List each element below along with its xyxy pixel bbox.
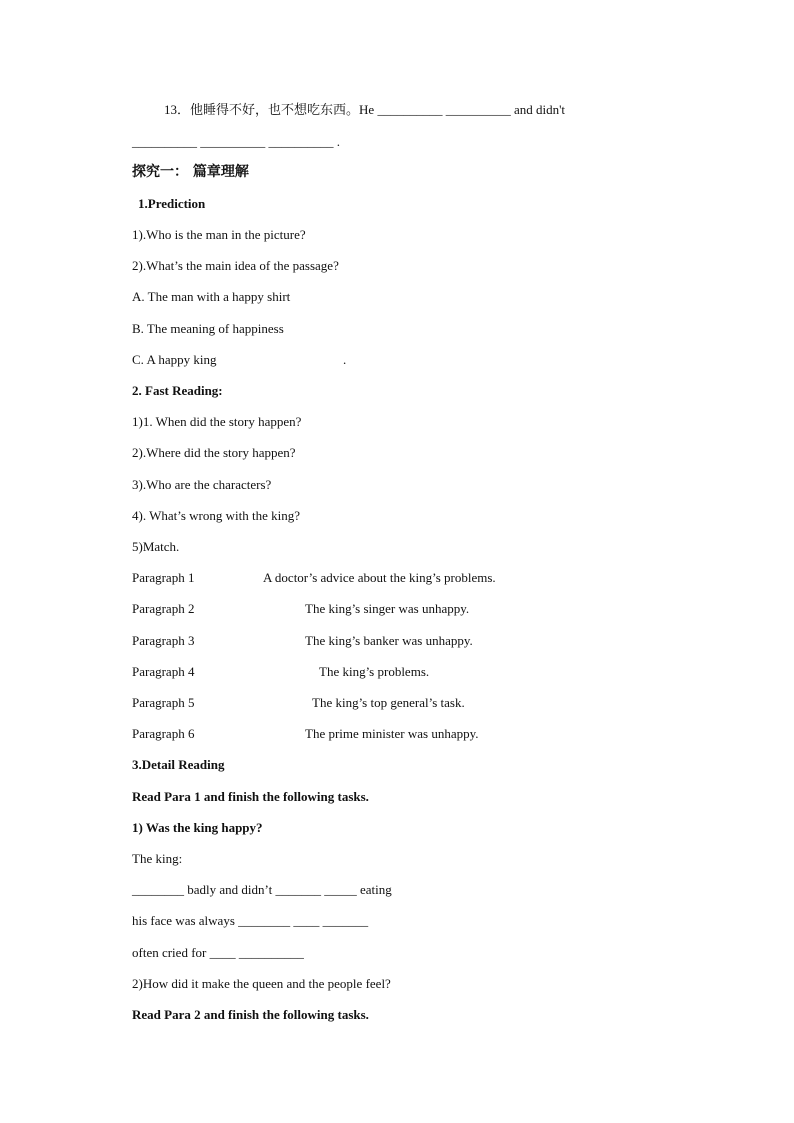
match-desc-1: A doctor’s advice about the king’s problems. xyxy=(263,570,496,585)
fill-blank-3: often cried for ____ __________ xyxy=(132,945,304,960)
match-para-5: Paragraph 5 xyxy=(132,695,195,710)
question-chinese: 他睡得不好，也不想吃东西。 xyxy=(190,103,360,118)
match-desc-4: The king’s problems. xyxy=(319,664,430,679)
question-13-line2: __________ __________ __________ . xyxy=(132,134,340,149)
question-13 xyxy=(164,102,565,119)
fast-reading-title: 2. Fast Reading: xyxy=(132,383,223,398)
question-english: He __________ __________ and didn't xyxy=(359,102,566,117)
detail-reading-title: 3.Detail Reading xyxy=(132,757,225,772)
fill-blank-2: his face was always ________ ____ _______ xyxy=(132,913,369,928)
fast-reading-q2: 2).Where did the story happen? xyxy=(132,445,296,460)
match-para-1: Paragraph 1 xyxy=(132,570,195,585)
detail-q2: 2)How did it make the queen and the people feel? xyxy=(132,976,391,991)
the-king-label: The king: xyxy=(132,851,183,866)
option-c: C. A happy king xyxy=(132,352,217,367)
fast-reading-q5: 5)Match. xyxy=(132,539,180,554)
fast-reading-q1: 1)1. When did the story happen? xyxy=(132,414,302,429)
match-desc-2: The king’s singer was unhappy. xyxy=(305,601,470,616)
option-a: A. The man with a happy shirt xyxy=(132,289,291,304)
match-desc-5: The king’s top general’s task. xyxy=(312,695,465,710)
prediction-title: 1.Prediction xyxy=(138,196,206,211)
match-desc-3: The king’s banker was unhappy. xyxy=(305,633,473,648)
fast-reading-q3: 3).Who are the characters? xyxy=(132,477,272,492)
para2-task: Read Para 2 and finish the following tasks. xyxy=(132,1007,369,1022)
fast-reading-q4: 4). What’s wrong with the king? xyxy=(132,508,301,523)
match-para-2: Paragraph 2 xyxy=(132,601,195,616)
detail-q1: 1) Was the king happy? xyxy=(132,820,263,835)
match-para-3: Paragraph 3 xyxy=(132,633,195,648)
option-b: B. The meaning of happiness xyxy=(132,321,284,336)
trailing-dot: . xyxy=(343,352,347,367)
prediction-q2: 2).What’s the main idea of the passage? xyxy=(132,258,339,273)
match-para-6: Paragraph 6 xyxy=(132,726,195,741)
section-heading: 探究一： 篇章理解 xyxy=(132,164,249,180)
fill-blank-1: ________ badly and didn’t _______ _____ eating xyxy=(132,882,392,897)
prediction-q1: 1).Who is the man in the picture? xyxy=(132,227,306,242)
question-number: 13． xyxy=(164,102,191,117)
match-para-4: Paragraph 4 xyxy=(132,664,195,679)
match-desc-6: The prime minister was unhappy. xyxy=(305,726,479,741)
para1-task: Read Para 1 and finish the following tasks. xyxy=(132,789,369,804)
